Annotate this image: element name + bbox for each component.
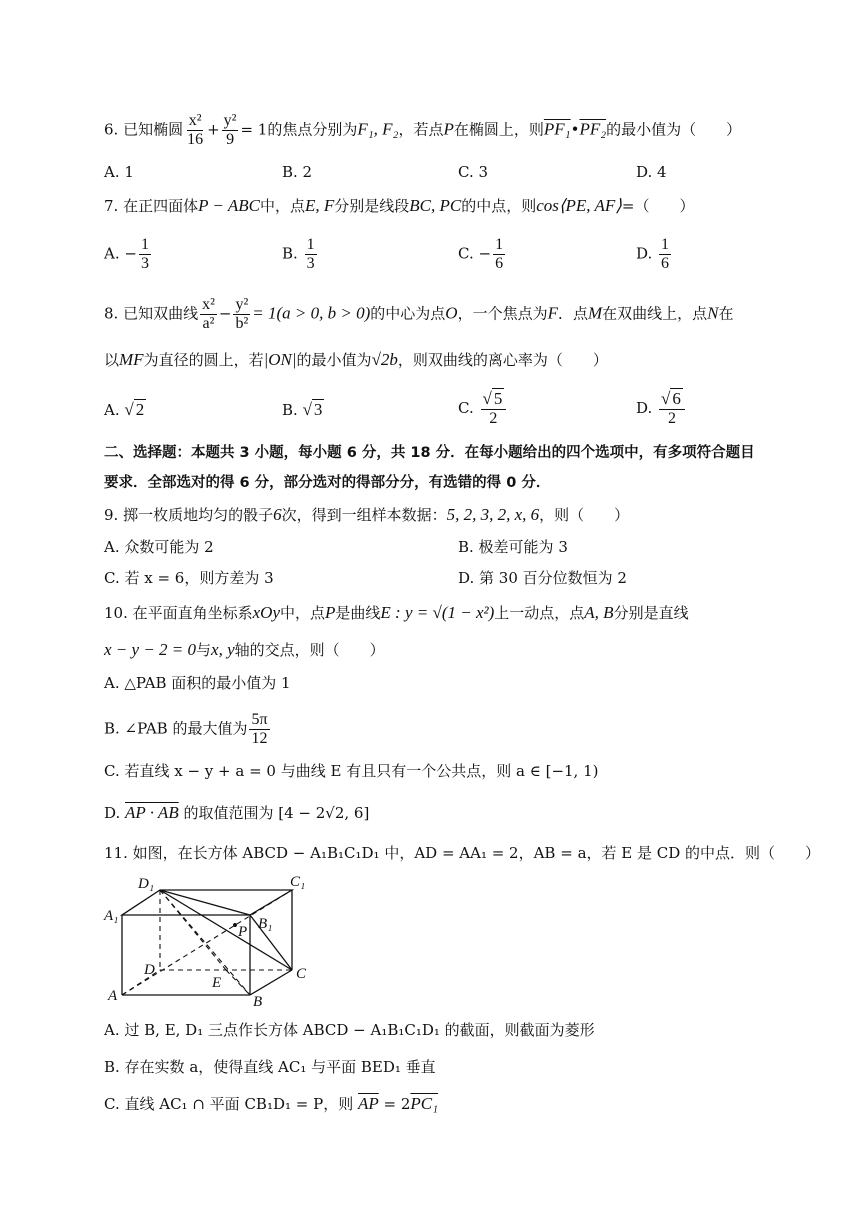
- q6-option-b: B. 2: [282, 163, 313, 181]
- q8-stem-line1: 8. 已知双曲线 $\frac{\text{x²}}{\text{a²}}$ − $\frac{\text{y²}}{\text{b²}}$ = 1(a > 0, b > 0)的中心为点O，一个焦点为F．点M在双曲线上，点N在: [104, 296, 734, 332]
- q11-cuboid-figure: [100, 870, 320, 1010]
- q6-option-a: A. 1: [104, 163, 134, 181]
- diag-d1e: [160, 890, 226, 970]
- q7-option-a: A. − $\frac{1}{3}$: [104, 236, 149, 272]
- label-b1: B₁: [258, 916, 273, 932]
- q7-option-c: C. − $\frac{1}{6}$: [458, 236, 504, 272]
- label-a: A: [108, 988, 118, 1004]
- label-d: D: [144, 962, 155, 978]
- section2-header-line1: 二、选择题：本题共 3 小题，每小题 6 分，共 18 分．在每小题给出的四个选项中，有多项符合题目: [104, 445, 755, 461]
- label-c1: C₁: [290, 874, 306, 890]
- q6-option-c: C. 3: [458, 163, 489, 181]
- q7-option-b: B. $\frac{1}{3}$: [282, 236, 315, 272]
- q9-option-c: C. 若 x = 6，则方差为 3: [104, 569, 274, 587]
- q8-option-a: A. √ 2: [104, 400, 145, 419]
- q11-stem: 11. 如图，在长方体 ABCD − A₁B₁C₁D₁ 中，AD = AA₁ = 2，AB = a，若 E 是 CD 的中点．则（ ）: [104, 844, 821, 862]
- q9-stem: 9. 掷一枚质地均匀的骰子6次，得到一组样本数据：5, 2, 3, 2, x, 6，则（ ）: [104, 505, 630, 524]
- q10-option-c: C. 若直线 x − y + a = 0 与曲线 E 有且只有一个公共点，则 a ∈ [−1, 1): [104, 762, 599, 780]
- seg-eb: [226, 970, 250, 995]
- label-d1: D₁: [138, 876, 155, 892]
- q9-option-a: A. 众数可能为 2: [104, 538, 214, 556]
- q8-option-c: C. $\frac{√ 5}{2}$: [458, 390, 508, 428]
- figure-labels: [103, 874, 307, 1010]
- label-c: C: [296, 966, 307, 982]
- q9-option-d: D. 第 30 百分位数恒为 2: [458, 569, 627, 587]
- label-a1: A₁: [104, 908, 119, 924]
- q7-stem: 7. 在正四面体P − ABC中，点E, F分别是线段BC, PC的中点，则cos⟨PE, AF⟩=（ ）: [104, 196, 695, 215]
- q10-stem-line2: x − y − 2 = 0与x, y轴的交点，则（ ）: [104, 640, 385, 659]
- q9-option-b: B. 极差可能为 3: [458, 538, 568, 556]
- section2-header-line2: 要求．全部选对的得 6 分，部分选对的得部分分，有选错的得 0 分．: [104, 475, 551, 491]
- diag-d1b1: [160, 890, 250, 915]
- q10-option-d: D. AP · AB 的取值范围为 [4 − 2√2, 6]: [104, 803, 370, 822]
- q6-text: 6. 已知椭圆: [104, 120, 184, 139]
- point-p: [233, 923, 237, 927]
- q8-option-b: B. √ 3: [282, 400, 323, 419]
- q8-option-d: D. $\frac{√ 6}{2}$: [636, 390, 687, 428]
- q6-option-d: D. 4: [636, 163, 667, 181]
- q7-option-d: D. $\frac{1}{6}$: [636, 236, 670, 272]
- q6-frac-x: $\frac{\text{x²}}{16}$: [187, 112, 204, 148]
- label-b: B: [253, 994, 263, 1010]
- q11-option-c: C. 直线 AC₁ ∩ 平面 CB₁D₁ = P，则 $\overline{AP} = 2PC_1$: [104, 1094, 439, 1113]
- q10-option-b: B. ∠PAB 的最大值为 $\frac{5\pi}{12}$: [104, 711, 268, 747]
- q6-stem: 6. 已知椭圆 $\frac{\text{x²}}{16}$ + $\frac{\text{y²}}{9}$ = 1的焦点分别为F₁, F₂，若点P在椭圆上，则PF₁•PF₂的最小值为（ ）: [104, 112, 742, 148]
- q11-option-a: A. 过 B, E, D₁ 三点作长方体 ABCD − A₁B₁C₁D₁ 的截面，则截面为菱形: [104, 1021, 595, 1039]
- q6-frac-y: $\frac{\text{y²}}{9}$: [223, 112, 237, 148]
- edge-bc: [250, 970, 292, 995]
- q10-stem-line1: 10. 在平面直角坐标系xOy中，点P是曲线E : y = √(1 − x²)上一动点，点A, B分别是直线: [104, 603, 689, 622]
- q10-option-a: A. △PAB 面积的最小值为 1: [104, 674, 291, 692]
- q8-stem-line2: 以MF为直径的圆上，若|ON|的最小值为√2b，则双曲线的离心率为（ ）: [104, 350, 608, 369]
- label-p: P: [238, 924, 248, 940]
- label-e: E: [212, 975, 222, 991]
- q11-option-b: B. 存在实数 a，使得直线 AC₁ 与平面 BED₁ 垂直: [104, 1058, 436, 1076]
